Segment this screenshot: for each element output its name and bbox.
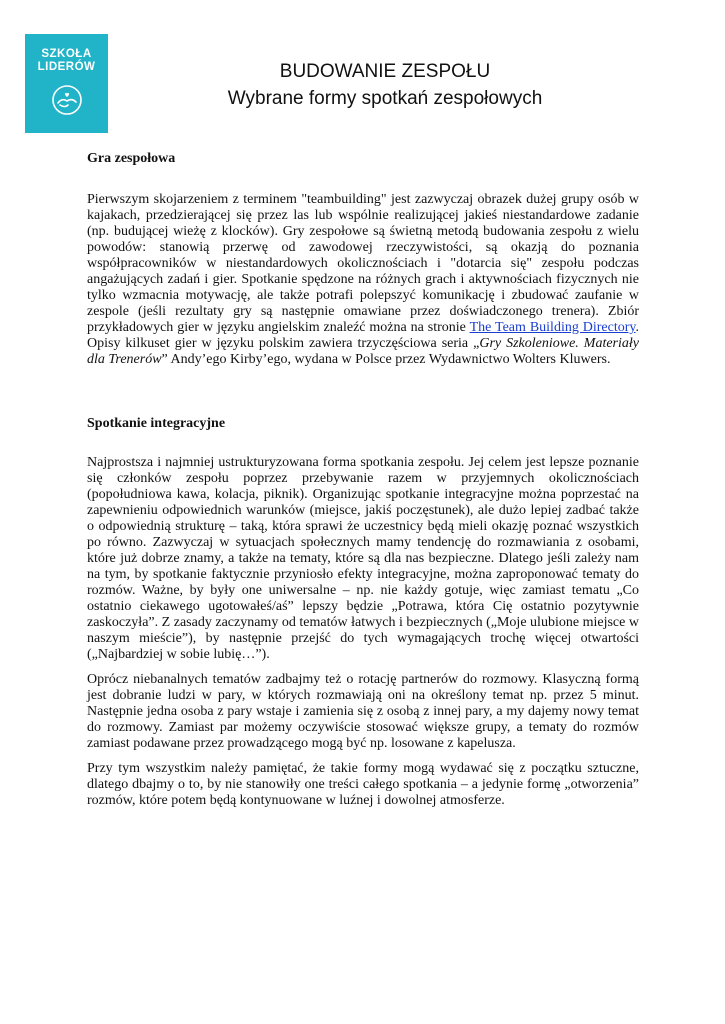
paragraph-gra-text-2: . Opisy kilkuset gier w języku polskim zawiera trzyczęściowa seria „ — [87, 320, 639, 351]
page-subtitle: Wybrane formy spotkań zespołowych — [227, 88, 543, 109]
hands-heart-icon — [51, 84, 83, 116]
section-heading-gra: Gra zespołowa — [87, 151, 176, 166]
section-heading-integracja: Spotkanie integracyjne — [87, 416, 226, 431]
team-building-directory-link[interactable]: The Team Building Directory — [469, 320, 636, 335]
page-header — [150, 58, 620, 112]
page-title: BUDOWANIE ZESPOŁU — [279, 61, 491, 82]
paragraph-integracja-3: Przy tym wszystkim należy pamiętać, że takie formy mogą wydawać się z początku sztuczne, dlatego dbajmy o to, by nie stanowiły one treści całego spotkania – a jedynie formę „otworzenia” rozmów, które potem będą kontynuowane w luźnej i dowolnej atmosferze. — [87, 761, 639, 808]
logo-line-2: LIDERÓW — [37, 61, 96, 73]
book-title: Gry Szkoleniowe. Materiały dla Trenerów — [87, 336, 639, 367]
document-body — [87, 151, 639, 809]
paragraph-gra — [87, 192, 639, 368]
paragraph-gra-text-1: Pierwszym skojarzeniem z terminem "teambuilding" jest zazwyczaj obrazek dużej grupy osób w kajakach, przedzierającej się przez las lub wspólnie realizującej jakieś niestandardowe zadanie (np. budującej wieżę z klocków). Gry zespołowe są świetną metodą budowania zespołu z wielu powodów: stanowią przerwę od zawodowej rzeczywistości, są okazją do poznania współpracowników w niestandardowych okolicznościach i "dotarcia się" zespołu podczas angażujących zadań i gier. Spotkanie spędzone na różnych grach i aktywnościach fizycznych nie tylko wzmacnia motywację, ale także potrafi polepszyć komunikację i zbudować zaufanie w zespole (jeśli rezultaty gry są następnie omawiane przez doświadczonego trenera). Zbiór przykładowych gier w języku angielskim znaleźć można na stronie — [87, 192, 639, 335]
paragraph-integracja-2: Oprócz niebanalnych tematów zadbajmy też o rotację partnerów do rozmowy. Klasyczną formą jest dobranie ludzi w pary, w których rozmawiają oni na określony temat np. przez 5 minut. Następnie jedna osoba z pary wstaje i zamienia się z osobą z innej pary, a my dajemy nowy temat do rozmowy. Zamiast par możemy oczywiście stosować większe grupy, a tematy do rozmów zamiast podawane przez prowadzącego mogą być np. losowane z kapelusza. — [87, 672, 639, 751]
logo-line-1: SZKOŁA — [41, 48, 92, 60]
logo — [25, 34, 108, 133]
paragraph-integracja-1: Najprostsza i najmniej ustrukturyzowana forma spotkania zespołu. Jej celem jest lepsze poznanie się członków zespołu poprzez przebywanie razem w przyjemnych okolicznościach (popołudniowa kawa, kolacja, piknik). Organizując spotkanie integracyjne można poprzestać na zapewnieniu odpowiednich warunków (miejsce, jakiś poczęstunek), ale dużo lepiej zadbać także o odpowiednią strukturę – taką, która sprawi że uczestnicy będą mieli okazję poznać wszystkich po równo. Zazwyczaj w sytuacjach społecznych mamy tendencję do rozmawiania z osobami, które już dobrze znamy, a także na tematy, które są dla nas bezpieczne. Dlatego jeśli zależy nam na tym, by spotkanie faktycznie przyniosło efekty integracyjne, można zaproponować tematy do rozmów. Ważne, by były one uniwersalne – np. nie każdy gotuje, więc zamiast tematu „Co ostatnio ciekawego ugotowałeś/aś” lepszy będzie „Potrawa, która Cię ostatnio pozytywnie zaskoczyła”. Z zasady zaczynamy od tematów łatwych i bezpiecznych („Moje ulubione miejsce w naszym mieście”), by następnie przejść do tych wymagających trochę więcej otwartości („Najbardziej w sobie lubię…”). — [87, 455, 639, 662]
paragraph-gra-text-3: ” Andy’ego Kirby’ego, wydana w Polsce przez Wydawnictwo Wolters Kluwers. — [161, 352, 611, 367]
